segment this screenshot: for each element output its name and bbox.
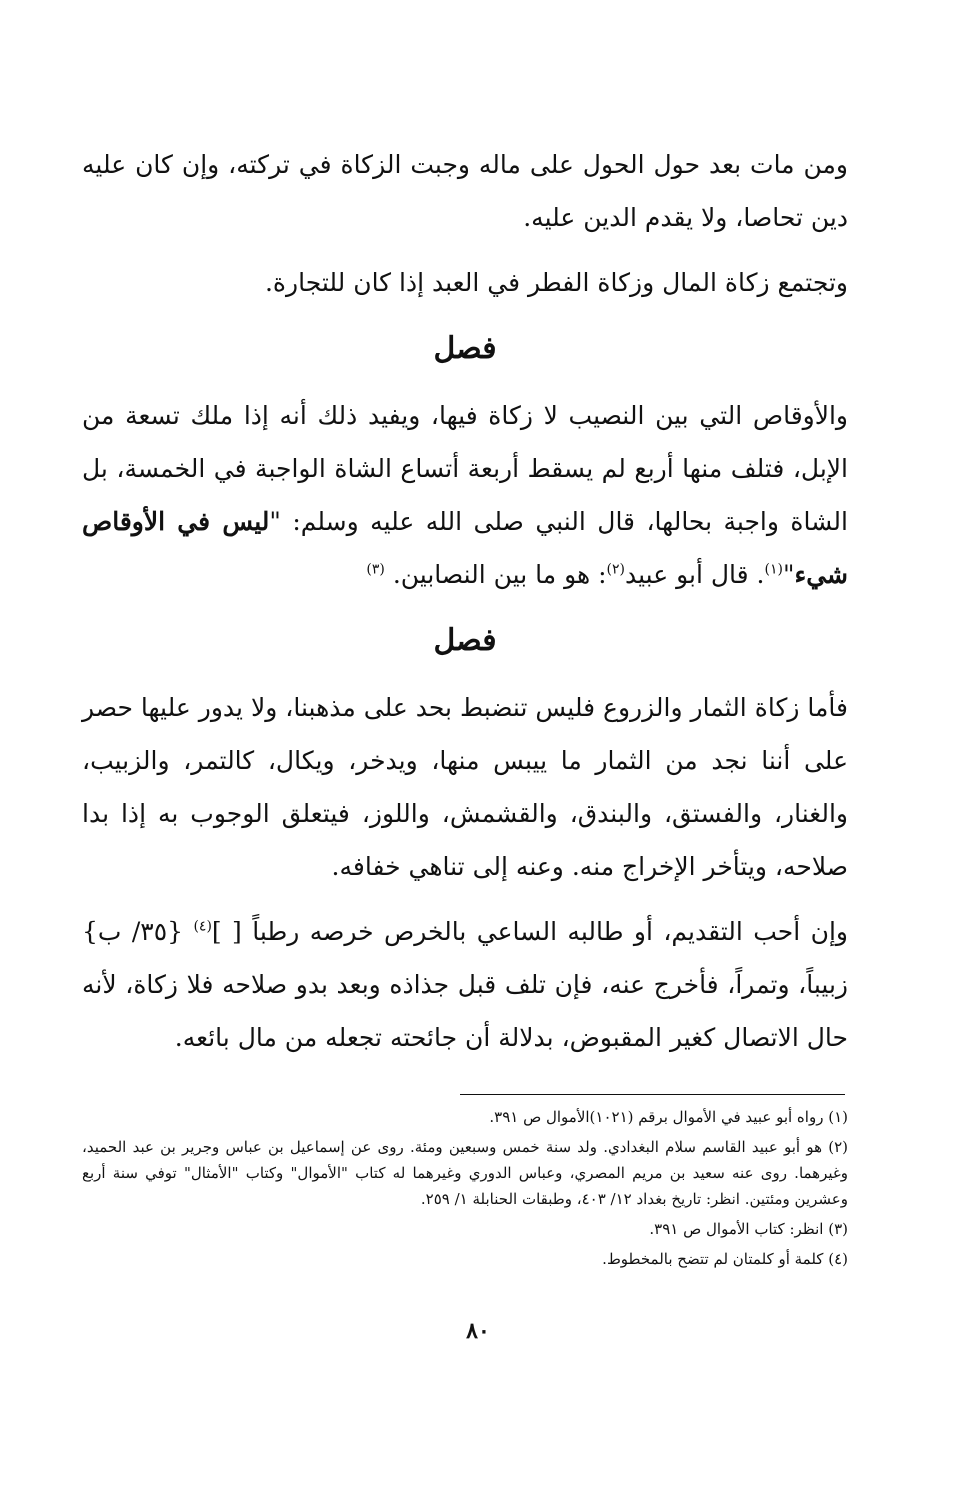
footnote-ref-1: (١) [764,561,783,578]
footnote-4: (٤) كلمة أو كلمتان لم تتضح بالمخطوط. [602,1250,848,1268]
paragraph-fruits-crops: فأما زكاة الثمار والزروع فليس تنضبط بحد على مذهبنا، ولا يدور عليها حصر على أننا نجد من الثمار ما ييبس منها، ويدخر، ويكال، كالتمر، والزبيب، والغنار، والفستق، والبندق، والقشمش، واللوز، فيتعلق الوجوب به إذا بدا صلاحه، ويتأخر الإخراج منه. وعنه إلى تناهي خفافه. [82,693,848,881]
estimation-text-a: وإن أحب التقديم، أو طالبه الساعي بالخرص خرصه رطباً [ ] [211,917,848,946]
awqas-text-b: " [782,560,795,589]
footnote-divider [460,1094,845,1095]
footnote-ref-4: (٤) [193,918,212,935]
estimation-text-b: {٣٥/ ب} زبيباً، وتمراً، فأخرج عنه، فإن تلف قبل جذاذه وبعد بدو صلاحه فلا زكاة، لأنه حال الاتصال كغير المقبوض، بدلالة أن جائحته تجعله من مال بائعه. [82,917,848,1052]
section-heading-1: فصل [433,331,497,366]
footnote-2: (٢) هو أبو عبيد القاسم سلام البغدادي. ولد سنة خمس وسبعين ومئة. روى عن إسماعيل بن عباس وجرير بن عبد الحميد، وغيرهما. روى عنه سعيد بن مريم المصري، وعباس الدوري وغيرهما له كتاب "الأموال" وكتاب "الأمثال" توفي سنة أربع وعشرين ومئتين. انظر: تاريخ بغداد ١٢/ ٤٠٣، وطبقات الحنابلة ١/ ٢٥٩. [82,1138,848,1208]
awqas-text-c: . قال أبو عبيد [625,560,765,589]
awqas-text-d: : هو ما بين النصابين. [392,560,607,589]
main-text [82,138,848,1076]
paragraph-slave-zakat: وتجتمع زكاة المال وزكاة الفطر في العبد إذا كان للتجارة. [264,268,848,297]
awqas-text-a: والأوقاص التي بين النصيب لا زكاة فيها، ويفيد ذلك أنه إذا ملك تسعة من الإبل، فتلف منها أربع لم يسقط أربعة أتساع الشاة الواجبة في الخمسة، بل الشاة واجبة بحالها، قال النبي صلى الله عليه وسلم: " [82,401,848,536]
footnotes [82,1104,848,1276]
paragraph-awqas [82,389,848,601]
footnote-ref-3: (٣) [366,561,385,578]
paragraph-estimation [82,905,848,1064]
footnote-3: (٣) انظر: كتاب الأموال ص ٣٩١. [649,1220,848,1238]
hadith-quote: ليس في الأوقاص شيء [82,507,848,589]
footnote-ref-2: (٢) [606,561,626,578]
paragraph-inheritance-zakat: ومن مات بعد حول الحول على ماله وجبت الزكاة في تركته، وإن كان عليه دين تحاصا، ولا يقدم الدين عليه. [82,150,848,232]
section-heading-2: فصل [433,623,497,658]
footnote-1: (١) رواه أبو عبيد في الأموال برقم (١٠٢١)الأموال ص ٣٩١. [489,1108,848,1126]
page-number: ٨٠ [466,1318,490,1344]
